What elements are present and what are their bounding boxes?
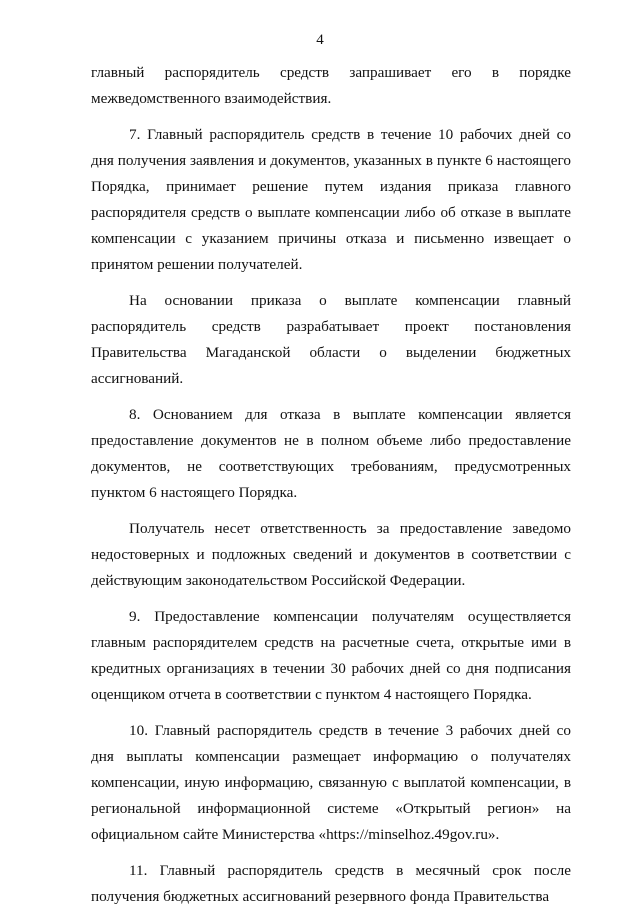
page-number: 4 (316, 32, 324, 48)
paragraph-8: 8. Основанием для отказа в выплате компенсации является предоставление документов не в полном объеме либо предоставление документов, не соответствующих требованиям, предусмотренных пунктом 6 настоящего Порядка. (91, 406, 571, 501)
paragraph-11: 11. Главный распорядитель средств в месячный срок после получения бюджетных ассигнований резервного фонда Правительства (91, 862, 571, 905)
paragraph-10: 10. Главный распорядитель средств в течение 3 рабочих дней со дня выплаты компенсации размещает информацию о получателях компенсации, иную информацию, связанную с выплатой компенсации, в региональной информационной системе «Открытый регион» на официальном сайте Министерства «https://minselhoz.49gov.ru». (91, 722, 571, 843)
paragraph-7-basis: На основании приказа о выплате компенсации главный распорядитель средств разрабатывает проект постановления Правительства Магаданской области о выделении бюджетных ассигнований. (91, 292, 571, 387)
paragraph-9: 9. Предоставление компенсации получателям осуществляется главным распорядителем средств на расчетные счета, открытые ими в кредитных организациях в течении 30 рабочих дней со дня подписания оценщиком отчета в соответствии с пунктом 4 настоящего Порядка. (91, 608, 571, 703)
paragraph-continuation: главный распорядитель средств запрашивает его в порядке межведомственного взаимодействия. (91, 64, 571, 107)
paragraph-7: 7. Главный распорядитель средств в течение 10 рабочих дней со дня получения заявления и документов, указанных в пункте 6 настоящего Порядка, принимает решение путем издания приказа главного распорядителя средств о выплате компенсации либо об отказе в выплате компенсации с указанием причины отказа и письменно извещает о принятом решении получателей. (91, 126, 571, 273)
paragraph-8-responsibility: Получатель несет ответственность за предоставление заведомо недостоверных и подложных сведений и документов в соответствии с действующим законодательством Российской Федерации. (91, 520, 571, 589)
document-body (91, 60, 571, 920)
